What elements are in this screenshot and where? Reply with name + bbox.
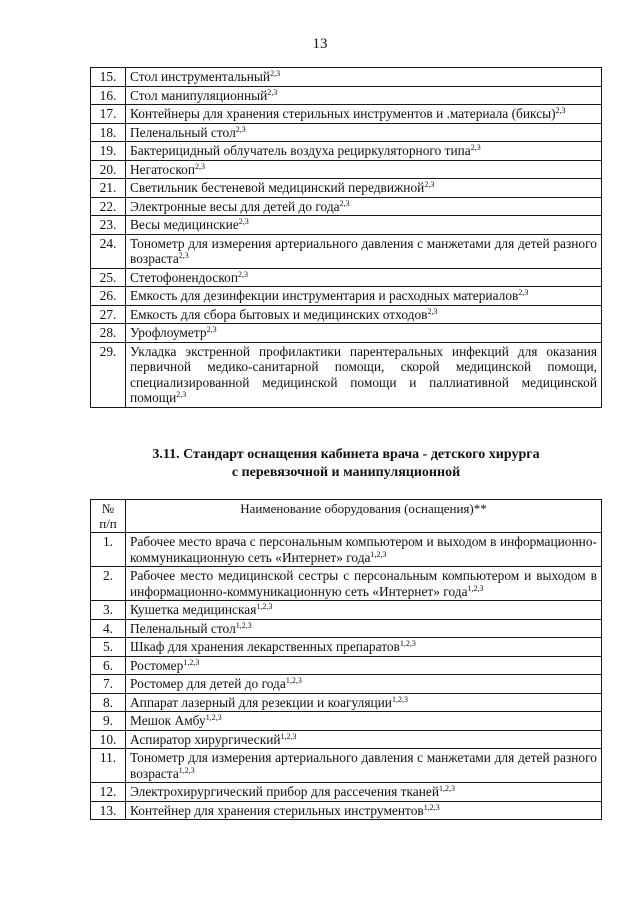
equipment-name: Емкость для сбора бытовых и медицинских отходов	[130, 306, 428, 322]
row-name-cell	[126, 567, 602, 601]
footnote-marker: 2,3	[238, 269, 249, 279]
footnote-marker: 2,3	[270, 69, 281, 78]
equipment-name: Мешок Амбу	[130, 713, 206, 728]
footnote-marker: 1,2,3	[285, 676, 302, 685]
row-number: 3.	[91, 601, 126, 620]
equipment-name: Стол инструментальный	[130, 69, 271, 84]
table-row	[91, 749, 602, 783]
equipment-table-continued-body	[91, 68, 602, 408]
header-number-cell	[91, 500, 126, 533]
table-row	[91, 287, 602, 306]
table-row	[91, 216, 602, 235]
row-number: 7.	[91, 675, 126, 694]
footnote-marker: 1,2,3	[467, 583, 484, 593]
footnote-marker: 2,3	[470, 143, 481, 152]
row-number: 29.	[91, 342, 126, 407]
row-number: 13.	[91, 801, 126, 820]
row-number: 15.	[91, 68, 126, 87]
footnote-marker: 2,3	[235, 124, 246, 134]
row-name-cell	[126, 619, 602, 638]
row-name-cell	[126, 693, 602, 712]
equipment-name: Рабочее место врача с персональным компьютером и выходом в информационно-коммуникационную сеть «Интернет» года	[130, 534, 597, 565]
row-number: 26.	[91, 287, 126, 306]
row-name-cell	[126, 749, 602, 783]
table-row	[91, 712, 602, 731]
footnote-marker: 2,3	[424, 180, 435, 189]
table-row	[91, 656, 602, 675]
equipment-name: Пеленальный стол	[130, 620, 236, 636]
table-row	[91, 305, 602, 324]
table-row	[91, 197, 602, 216]
row-number: 4.	[91, 619, 126, 638]
row-number: 17.	[91, 105, 126, 124]
table-row	[91, 105, 602, 124]
row-name-cell	[126, 783, 602, 802]
row-name-cell	[126, 268, 602, 287]
row-number: 8.	[91, 693, 126, 712]
footnote-marker: 2,3	[176, 390, 187, 399]
page-number: 13	[312, 36, 328, 52]
row-name-cell	[126, 179, 602, 198]
section-title	[90, 446, 602, 482]
equipment-name: Контейнеры для хранения стерильных инструментов и .материала (биксы)	[130, 106, 556, 121]
section-title-line-1: 3.11. Стандарт оснащения кабинета врача - детского хирурга	[152, 447, 540, 462]
row-number: 2.	[91, 567, 126, 601]
section-title-line-2: с перевязочной и манипуляционной	[231, 465, 461, 480]
equipment-name: Тонометр для измерения артериального давления с манжетами для детей разного возраста	[130, 235, 597, 266]
table-row	[91, 533, 602, 567]
footnote-marker: 1,2,3	[183, 657, 200, 667]
table-row	[91, 68, 602, 87]
equipment-name: Стетофонендоскоп	[130, 269, 239, 285]
row-name-cell	[126, 105, 602, 124]
row-number: 25.	[91, 268, 126, 287]
row-name-cell	[126, 305, 602, 324]
equipment-name: Светильник бестеневой медицинский передвижной	[130, 180, 425, 195]
header-name-cell: Наименование оборудования (оснащения)**	[126, 500, 602, 533]
row-number: 27.	[91, 305, 126, 324]
row-number: 10.	[91, 730, 126, 749]
footnote-marker: 2,3	[555, 106, 566, 115]
equipment-name: Аспиратор хирургический	[130, 731, 281, 747]
row-name-cell	[126, 656, 602, 675]
equipment-name: Урофлоуметр	[130, 325, 207, 340]
footnote-marker: 2,3	[518, 288, 529, 297]
table-row	[91, 693, 602, 712]
row-number: 21.	[91, 179, 126, 198]
footnote-marker: 2,3	[178, 251, 189, 260]
row-number: 20.	[91, 160, 126, 179]
table-row	[91, 179, 602, 198]
footnote-marker: 2,3	[195, 161, 206, 171]
table-row	[91, 601, 602, 620]
row-name-cell	[126, 730, 602, 749]
row-name-cell	[126, 342, 602, 407]
equipment-name: Электрохирургический прибор для рассечения тканей	[130, 784, 440, 799]
row-name-cell	[126, 68, 602, 87]
table-row	[91, 342, 602, 407]
table-row	[91, 730, 602, 749]
row-name-cell	[126, 712, 602, 731]
equipment-name: Шкаф для хранения лекарственных препаратов	[130, 639, 400, 654]
table-row	[91, 783, 602, 802]
header-number-sublabel: п/п	[99, 516, 117, 531]
equipment-table-continued	[90, 67, 602, 408]
table-row	[91, 142, 602, 161]
row-number: 19.	[91, 142, 126, 161]
footnote-marker: 1,2,3	[391, 694, 408, 704]
row-number: 24.	[91, 234, 126, 268]
equipment-name: Кушетка медицинская	[130, 602, 257, 617]
equipment-name: Ростомер для детей до года	[130, 676, 286, 691]
row-number: 23.	[91, 216, 126, 235]
row-name-cell	[126, 86, 602, 105]
row-number: 28.	[91, 324, 126, 343]
equipment-name: Укладка экстренной профилактики парентеральных инфекций для оказания первичной медико-санитарной помощи, скорой медицинской помощи, специализированной медицинской помощи и паллиативной медицинской помощи	[130, 343, 597, 405]
row-name-cell	[126, 197, 602, 216]
row-name-cell	[126, 123, 602, 142]
table-row	[91, 567, 602, 601]
table-row	[91, 801, 602, 820]
table-row	[91, 638, 602, 657]
footnote-marker: 1,2,3	[423, 802, 440, 812]
equipment-name: Негатоскоп	[130, 161, 196, 177]
equipment-name: Рабочее место медицинской сестры с персональным компьютером и выходом в информационно-коммуникационную сеть «Интернет» года	[130, 568, 597, 599]
equipment-name: Электронные весы для детей до года	[130, 198, 340, 214]
row-name-cell	[126, 638, 602, 657]
row-number: 6.	[91, 656, 126, 675]
equipment-name: Пеленальный стол	[130, 124, 236, 140]
row-name-cell	[126, 801, 602, 820]
header-number-label: №	[101, 501, 115, 516]
surgeon-office-equipment-table	[90, 499, 602, 820]
equipment-name: Стол манипуляционный	[130, 87, 268, 103]
table-header-row	[91, 500, 602, 533]
footnote-marker: 1,2,3	[280, 731, 297, 741]
row-number: 22.	[91, 197, 126, 216]
row-name-cell	[126, 675, 602, 694]
row-name-cell	[126, 216, 602, 235]
footnote-marker: 1,2,3	[235, 620, 252, 630]
equipment-name: Бактерицидный облучатель воздуха рециркуляторного типа	[130, 143, 471, 158]
footnote-marker: 1,2,3	[439, 784, 456, 793]
footnote-marker: 2,3	[267, 87, 278, 97]
equipment-name: Емкость для дезинфекции инструментария и расходных материалов	[130, 288, 519, 303]
footnote-marker: 2,3	[206, 325, 217, 334]
table-row	[91, 324, 602, 343]
footnote-marker: 2,3	[427, 306, 438, 316]
row-name-cell	[126, 234, 602, 268]
row-number: 18.	[91, 123, 126, 142]
footnote-marker: 1,2,3	[399, 639, 416, 648]
row-number: 12.	[91, 783, 126, 802]
surgeon-office-equipment-table-body	[91, 500, 602, 820]
row-name-cell	[126, 142, 602, 161]
row-name-cell	[126, 324, 602, 343]
table-row	[91, 160, 602, 179]
footnote-marker: 1,2,3	[178, 765, 195, 775]
equipment-name: Весы медицинские	[130, 217, 239, 232]
equipment-name: Контейнер для хранения стерильных инструментов	[130, 802, 424, 818]
row-name-cell	[126, 533, 602, 567]
footnote-marker: 2,3	[238, 217, 249, 226]
row-number: 1.	[91, 533, 126, 567]
equipment-name: Аппарат лазерный для резекции и коагуляции	[130, 694, 392, 710]
row-name-cell	[126, 601, 602, 620]
table-row	[91, 675, 602, 694]
equipment-name: Ростомер	[130, 657, 184, 673]
footnote-marker: 1,2,3	[205, 713, 222, 722]
footnote-marker: 1,2,3	[256, 602, 273, 611]
table-row	[91, 86, 602, 105]
row-name-cell	[126, 160, 602, 179]
equipment-name: Тонометр для измерения артериального давления с манжетами для детей разного возраста	[130, 750, 597, 781]
row-name-cell	[126, 287, 602, 306]
row-number: 16.	[91, 86, 126, 105]
row-number: 5.	[91, 638, 126, 657]
row-number: 9.	[91, 712, 126, 731]
table-row	[91, 619, 602, 638]
footnote-marker: 2,3	[339, 198, 350, 208]
table-row	[91, 268, 602, 287]
table-row	[91, 234, 602, 268]
row-number: 11.	[91, 749, 126, 783]
table-row	[91, 123, 602, 142]
footnote-marker: 1,2,3	[370, 549, 387, 559]
